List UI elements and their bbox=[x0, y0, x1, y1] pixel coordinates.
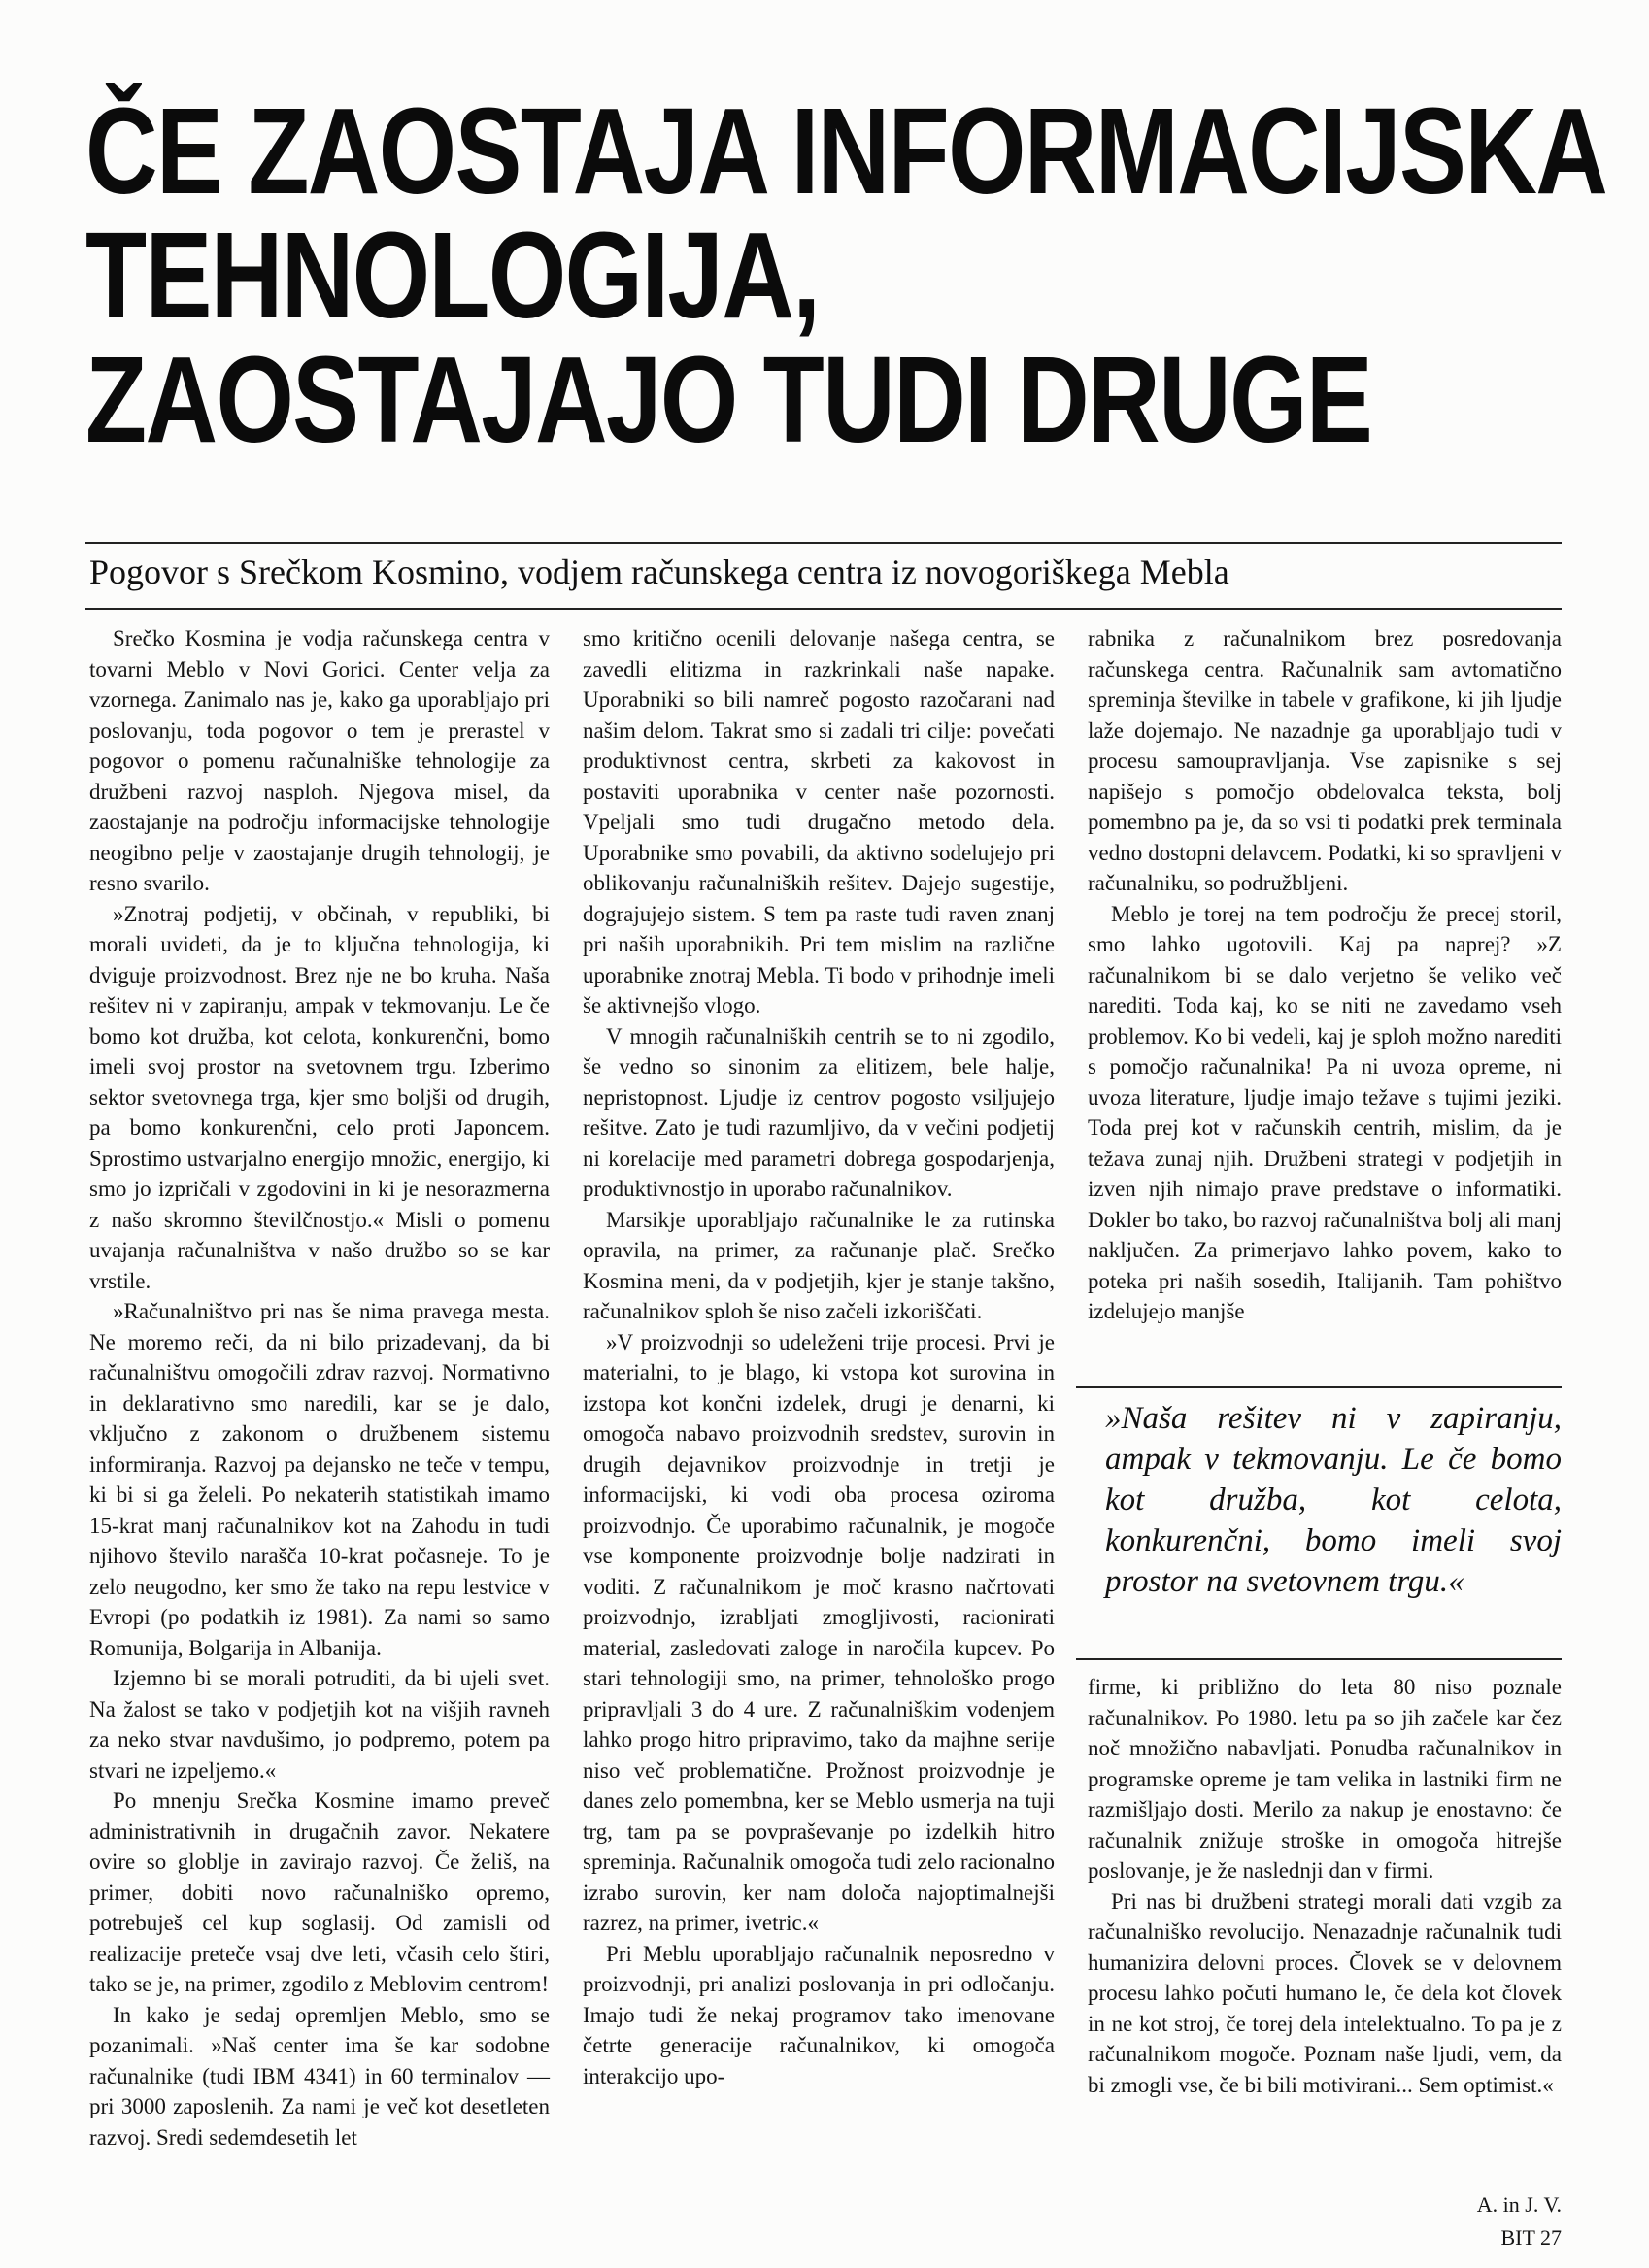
subtitle: Pogovor s Srečkom Kosmino, vodjem računskega centra iz novogoriškega Mebla bbox=[89, 552, 1229, 591]
author-signature: A. in J. V. bbox=[1476, 2192, 1562, 2217]
page-folio: BIT 27 bbox=[1500, 2225, 1562, 2250]
paragraph: Pri nas bi družbeni strategi morali dati vzgib za računalniško revolucijo. Nenazadnje računalnik tudi humanizira delovni proces. Človek se v delovnem procesu lahko počuti humano le, če dela kot človek in ne kot stroj, če torej dela intelektualno. To pa je z računalnikom mogoče. Poznam naše ljudi, vem, da bi zmogli vse, če bi bili motivirani... Sem optimist.« bbox=[1088, 1888, 1562, 2097]
column-3-bottom bbox=[1088, 1672, 1562, 2100]
pull-quote: »Naša rešitev ni v zapiranju, ampak v tekmovanju. Le če bomo kot družba, kot celota, konkurenčni, bomo imeli svoj prostor na svetovnem trgu.« bbox=[1105, 1401, 1562, 1599]
paragraph: Izjemno bi se morali potruditi, da bi ujeli svet. Na žalost se tako v podjetjih kot na višjih ravneh za neko stvar navdušimo, jo podpremo, potem pa stvari ne izpeljemo.« bbox=[89, 1666, 550, 1783]
paragraph: Po mnenju Srečka Kosmine imamo preveč administrativnih in drugačnih zavor. Nekatere ovire so globlje in zavirajo razvoj. Če želiš, na primer, dobiti novo računalniško opremo, potrebuješ cel kup soglasij. Od zamisli od realizacije preteče vsaj dve leti, včasih celo štiri, tako se je, na primer, zgodilo z Meblovim centrom! bbox=[89, 1788, 550, 1996]
pull-quote-box bbox=[1076, 1386, 1562, 1660]
paragraph: Marsikje uporabljajo računalnike le za rutinska opravila, na primer, za računanje plač. Srečko Kosmina meni, da v podjetjih, kjer je stanje takšno, računalnikov sploh še niso začeli izkoriščati. bbox=[583, 1207, 1055, 1323]
column-2 bbox=[583, 623, 1055, 2091]
headline-line: TEHNOLOGIJA, bbox=[85, 207, 820, 344]
paragraph: smo kritično ocenili delovanje našega centra, se zavedli elitizma in razkrinkali naše napake. Uporabniki so bili namreč pogosto razočarani nad našim delom. Takrat smo si zadali tri cilje: povečati produktivnost centra, skrbeti za kakovost in postaviti uporabnika v center naše pozornosti. Vpeljali smo tudi drugačno metodo dela. Uporabnike smo povabili, da aktivno sodelujejo pri oblikovanju računalniških rešitev. Dajejo sugestije, dograjujejo sistem. S tem pa raste tudi raven znanj pri naših uporabnikih. Pri tem mislim na različne uporabnike znotraj Mebla. Ti bodo v prihodnje imeli še aktivnejšo vlogo. bbox=[583, 626, 1055, 1017]
paragraph: In kako je sedaj opremljen Meblo, smo se pozanimali. »Naš center ima še kar sodobne računalnike (tudi IBM 4341) in 60 terminalov — pri 3000 zaposlenih. Za nami je več kot desetleten razvoj. Sredi sedemdesetih let bbox=[89, 2002, 550, 2150]
paragraph: V mnogih računalniških centrih se to ni zgodilo, še vedno so sinonim za elitizem, bele halje, nepristopnost. Ljudje iz centrov pogosto vsiljujejo rešitve. Zato je tudi razumljivo, da v večini podjetij ni korelacije med parametri dobrega gospodarjenja, produktivnostjo in uporabo računalnikov. bbox=[583, 1023, 1055, 1201]
subtitle-top-rule bbox=[85, 542, 1562, 544]
headline-line: ČE ZAOSTAJA INFORMACIJSKA bbox=[85, 83, 1607, 219]
paragraph: rabnika z računalnikom brez posredovanja računskega centra. Računalnik sam avtomatično spreminja številke in tabele v grafikone, ki jih ljudje laže dojemajo. Ne nazadnje ga uporabljajo tudi v procesu samoupravljanja. Vse zapisnike s sej napišejo s pomočjo obdelovalca teksta, bolj pomembno pa je, da so vsi ti podatki prek terminala vedno dostopni delavcem. Podatki, ki so spravljeni v računalniku, so podružbljeni. bbox=[1088, 626, 1562, 895]
paragraph: »Znotraj podjetij, v občinah, v republiki, bi morali uvideti, da je to ključna tehnologija, ki dviguje proizvodnost. Brez nje ne bo kruha. Naša rešitev ni v zapiranju, ampak v tekmovanju. Le če bomo kot družba, kot celota, konkurenčni, bomo imeli svoj prostor na svetovnem trgu. Izberimo sektor svetovnega trga, kjer smo boljši od drugih, pa bomo konkurenčni, celo proti Japoncem. Sprostimo ustvarjalno energijo množic, energijo, ki smo jo izpričali v zgodovini in ki je nesorazmerna z našo skromno številčnostjo.« Misli o pomenu uvajanja računalništva v našo družbo so se kar vrstile. bbox=[89, 901, 550, 1293]
paragraph: firme, ki približno do leta 80 niso poznale računalnikov. Po 1980. letu pa so jih začele kar čez noč množično nabavljati. Ponudba računalnikov in programske opreme je tam velika in lastniki firm ne razmišljajo dosti. Merilo za nakup je enostavno: če računalnik znižuje stroške in omogoča hitrejše poslovanje, je že naslednji dan v firmi. bbox=[1088, 1675, 1562, 1883]
paragraph: »Računalništvo pri nas še nima pravega mesta. Ne moremo reči, da ni bilo prizadevanj, da bi računalništvu omogočili zdrav razvoj. Normativno in deklarativno smo naredili, kar se je dalo, vključno z zakonom o družbenem sistemu informiranja. Razvoj pa dejansko ne teče v tempu, ki bi si ga želeli. Po nekaterih statistikah imamo 15-krat manj računalnikov kot na Zahodu in tudi njihovo število narašča 10-krat počasneje. To je zelo neugodno, ker smo že tako na repu lestvice v Evropi (po podatkih iz 1981). Za nami so samo Romunija, Bolgarija in Albanija. bbox=[89, 1299, 550, 1660]
headline bbox=[85, 83, 1607, 468]
column-1 bbox=[89, 623, 550, 2152]
paragraph: Srečko Kosmina je vodja računskega centra v tovarni Meblo v Novi Gorici. Center velja za vzornega. Zanimalo nas je, kako ga uporabljajo pri poslovanju, toda pogovor o tem je prerastel v pogovor o pomenu računalniške tehnologije za družbeni razvoj nasploh. Njegova misel, da zaostajanje na področju informacijske tehnologije neogibno pelje v zaostajanje drugih tehnologij, je resno svarilo. bbox=[89, 626, 550, 895]
paragraph: »V proizvodnji so udeleženi trije procesi. Prvi je materialni, to je blago, ki vstopa kot surovina in izstopa kot končni izdelek, drugi je denarni, ki omogoča nabavo proizvodnih sredstev, surovin in drugih dejavnikov proizvodnje in tretji je informacijski, ki vodi oba procesa oziroma proizvodnjo. Če uporabimo računalnik, je mogoče vse komponente proizvodnje bolje nadzirati in voditi. Z računalnikom je moč krasno načrtovati proizvodnjo, izrabljati zmogljivosti, racionirati material, zasledovati zaloge in naročila kupcev. Po stari tehnologiji smo, na primer, tehnološko progo pripravljali 3 do 4 ure. Z računalniškim vodenjem lahko progo hitro pripravimo, tako da majhne serije niso več problematične. Prožnost proizvodnje je danes zelo pomembna, ker se Meblo usmerja na tuji trg, tam pa se povpraševanje po izdelkih hitro spreminja. Računalnik omogoča tudi zelo racionalno izrabo surovin, ker nam določa najoptimalnejši razrez, na primer, ivetric.« bbox=[583, 1329, 1055, 1935]
headline-line: ZAOSTAJAJO TUDI DRUGE bbox=[85, 331, 1372, 468]
paragraph: Meblo je torej na tem področju že precej storil, smo lahko ugotovili. Kaj pa naprej? »Z računalnikom bi se dalo verjetno še veliko več narediti. Toda kaj, ko se niti ne zavedamo vseh problemov. Ko bi vedeli, kaj je sploh možno narediti s pomočjo računalnika! Pa ni uvoza opreme, ni uvoza literature, ljudje imajo težave s tujimi jeziki. Toda prej kot v računskih centrih, mislim, da je težava zunaj njih. Družbeni strategi v podjetjih in izven njih nimajo prave predstave o informatiki. Dokler bo tako, bo razvoj računalništva bolj ali manj naključen. Za primerjavo lahko povem, kako to poteka pri naših sosedih, Italijanih. Tam pohištvo izdelujejo manjše bbox=[1088, 901, 1562, 1323]
subtitle-bottom-rule bbox=[85, 608, 1562, 610]
column-3-top bbox=[1088, 623, 1562, 1327]
paragraph: Pri Meblu uporabljajo računalnik neposredno v proizvodnji, pri analizi poslovanja in pri odločanju. Imajo tudi že nekaj programov tako imenovane četrte generacije računalnikov, ki omogoča interakcijo upo- bbox=[583, 1941, 1055, 2088]
